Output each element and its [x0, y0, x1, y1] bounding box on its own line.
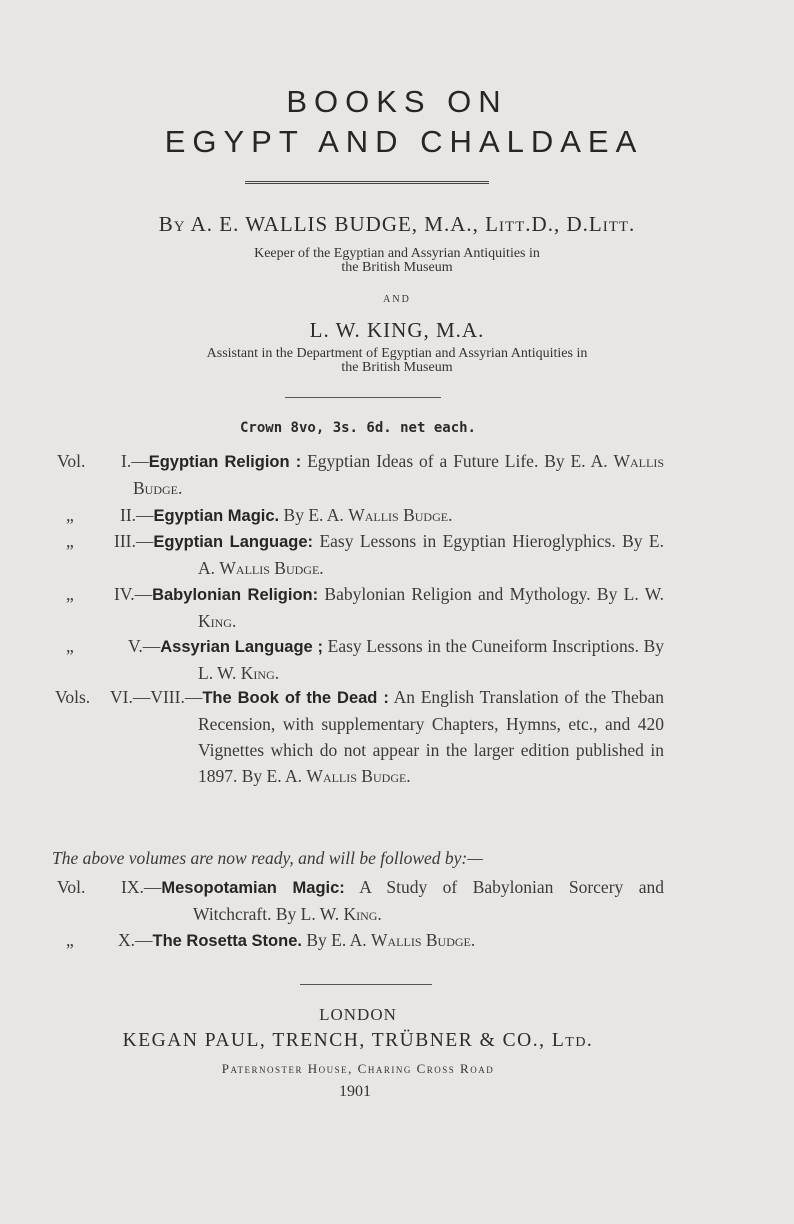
author2-desc-line1: Assistant in the Department of Egyptian and Assyrian Antiquities in: [206, 346, 588, 361]
volume-label: „: [66, 531, 74, 551]
volume-number: VI.—VIII.—: [110, 687, 203, 707]
page-title: [0, 82, 794, 162]
volume-description: By E. A.: [279, 505, 349, 525]
volume-description: Easy Lessons in the Cuneiform Inscriptions. By L. W.: [198, 636, 664, 683]
volume-description: Babylonian Religion and Mythology. By L. W.: [318, 584, 664, 604]
author1-description: [0, 247, 794, 275]
volume-title: Babylonian Religion:: [152, 586, 319, 604]
volume-number: IX.—: [121, 877, 162, 897]
and-separator: AND: [383, 294, 411, 305]
volume-number: III.—: [114, 531, 154, 551]
volume-number: II.—: [120, 505, 154, 525]
volume-title: Egyptian Magic.: [153, 507, 280, 525]
volume-description: Egyptian Ideas of a Future Life. By E. A.: [301, 451, 614, 471]
author1-desc-line1: Keeper of the Egyptian and Assyrian Antiquities in: [254, 246, 540, 261]
forthcoming-note: The above volumes are now ready, and will be followed by:—: [52, 848, 483, 868]
volume-author: King.: [343, 904, 382, 924]
volume-description: Easy Lessons in Egyptian Hieroglyphics. By E. A.: [198, 531, 664, 578]
volume-author: King.: [198, 611, 237, 631]
volume-text: [114, 528, 664, 581]
imprint-city: LONDON: [319, 1005, 397, 1024]
author2-name: L. W. KING, M.A.: [309, 318, 485, 342]
volume-text: [120, 502, 664, 529]
volume-text: [128, 633, 664, 686]
volume-author: Wallis Budge.: [306, 766, 411, 786]
volume-entry: [66, 581, 664, 633]
volume-text: [118, 927, 664, 954]
volume-label: Vols.: [55, 687, 91, 707]
volume-text: [114, 581, 664, 634]
volume-description: A Study of Babylonian Sorcery and Witchcraft. By L. W.: [193, 877, 664, 924]
author2-description: [0, 347, 794, 375]
volume-entry: [66, 633, 664, 685]
title-line-1: BOOKS ON: [286, 84, 508, 119]
volume-label: „: [66, 930, 74, 950]
volume-entry: [66, 528, 664, 580]
volume-entry: [55, 684, 664, 840]
volume-text: [121, 874, 664, 927]
volume-title: Egyptian Religion :: [148, 453, 302, 471]
author-rule: [285, 397, 441, 398]
volume-title: The Rosetta Stone.: [152, 932, 302, 950]
volume-author: Wallis Budge.: [371, 930, 476, 950]
imprint-address: Paternoster House, Charing Cross Road: [221, 1061, 495, 1076]
volume-title: Egyptian Language:: [153, 533, 314, 551]
author1-name: A. E. WALLIS BUDGE, M.A.,: [190, 212, 486, 236]
volume-description: An English Translation of the Theban Recension, with supplementary Chapters, Hymns, etc., and 420 Vignettes which do not appear in the larger edition published in 1897. By E. A.: [198, 687, 664, 786]
volume-author: Wallis Budge.: [219, 558, 324, 578]
volume-label: „: [66, 505, 74, 525]
volume-label: Vol.: [57, 877, 86, 897]
imprint-year: 1901: [339, 1083, 371, 1100]
volume-title: The Book of the Dead :: [202, 689, 389, 707]
author1-degrees: Litt.D., D.Litt.: [485, 212, 636, 236]
imprint-publisher: KEGAN PAUL, TRENCH, TRÜBNER & CO.,: [122, 1030, 552, 1051]
volume-entry: [66, 502, 664, 528]
volume-label: „: [66, 636, 74, 656]
volume-title: Mesopotamian Magic:: [161, 879, 345, 897]
volume-author: Wallis Budge.: [133, 451, 665, 498]
author2-desc-line2: the British Museum: [341, 360, 453, 375]
imprint-publisher-line: [0, 1030, 716, 1052]
imprint-ltd: Ltd.: [551, 1030, 594, 1051]
volume-text: [121, 448, 665, 501]
title-rule: [245, 181, 489, 184]
volume-label: Vol.: [57, 451, 86, 471]
volume-entry: [57, 874, 664, 926]
volume-number: I.—: [121, 451, 149, 471]
volume-author: King.: [240, 663, 280, 683]
title-line-2: EGYPT AND CHALDAEA: [164, 124, 644, 159]
volume-number: X.—: [118, 930, 153, 950]
volume-text: [110, 684, 664, 789]
volume-description: By E. A.: [301, 930, 371, 950]
author1-desc-line2: the British Museum: [341, 260, 453, 275]
author1-by: By: [158, 212, 186, 236]
volume-entry: [66, 927, 664, 953]
volume-label: „: [66, 584, 74, 604]
author1-line: [0, 212, 794, 237]
volume-title: Assyrian Language ;: [160, 638, 324, 656]
volume-number: V.—: [128, 636, 161, 656]
volume-entry: [57, 448, 664, 500]
price-line: Crown 8vo, 3s. 6d. net each.: [239, 420, 476, 436]
volume-number: IV.—: [114, 584, 153, 604]
volume-author: Wallis Budge.: [348, 505, 453, 525]
imprint-rule: [300, 984, 432, 985]
